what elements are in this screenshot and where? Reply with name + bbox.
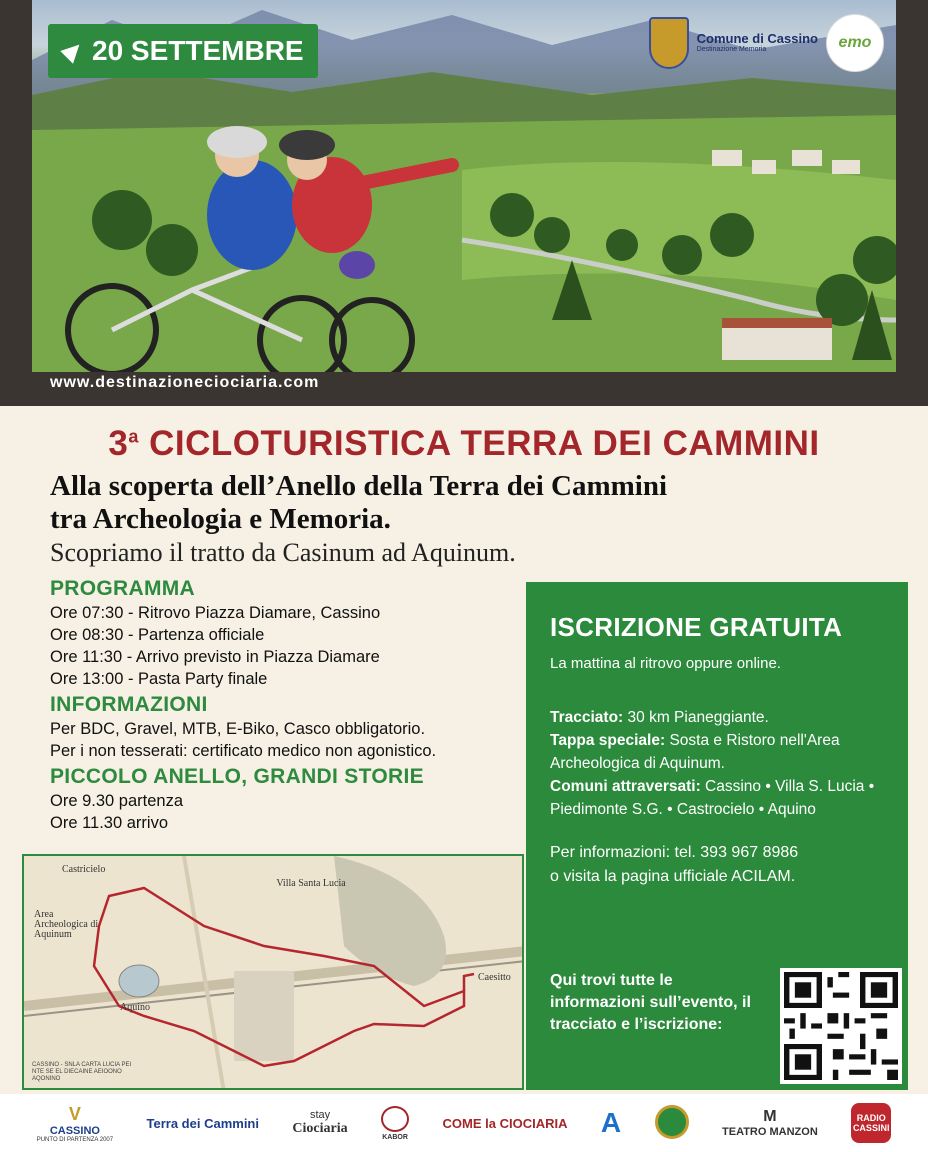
top-logos (649, 14, 884, 72)
contact-phone: Per informazioni: tel. 393 967 8986 (550, 844, 799, 861)
map-label-villa: Villa Santa Lucia (276, 878, 346, 889)
sponsor-radio: RADIO CASSINI (851, 1103, 891, 1143)
navigation-arrow-icon (60, 38, 85, 63)
tagline: Scopriamo il tratto da Casinum ad Aquinum. (50, 538, 516, 567)
sponsor-teatro: M TEATRO MANZON (722, 1108, 818, 1138)
sponsor-a (601, 1107, 621, 1139)
subtitle-line-2: tra Archeologia e Memoria. (50, 503, 391, 535)
qr-code-icon (784, 972, 898, 1080)
informazioni-item: Per i non tesserati: certificato medico non agonistico. (50, 742, 437, 760)
piccolo-item: Ore 9.30 partenza (50, 792, 183, 810)
panel-title: ISCRIZIONE GRATUITA (550, 612, 843, 642)
round-badge-icon (655, 1105, 689, 1139)
programma-heading: PROGRAMMA (50, 577, 196, 600)
map-label-aquino: Aquino (120, 1002, 150, 1013)
title-text: CICLOTURISTICA TERRA DEI CAMMINI (149, 424, 820, 463)
informazioni-item: Per BDC, Gravel, MTB, E-Biko, Casco obbligatorio. (50, 720, 426, 738)
hero-banner (0, 0, 928, 406)
website-link[interactable]: www.destinazioneciociaria.com (50, 374, 320, 391)
a-logo-icon: A (600, 1107, 622, 1138)
sponsor-come: COME la CIOCIARIA (442, 1115, 568, 1131)
registration-panel (526, 582, 908, 1090)
informazioni-heading: INFORMAZIONI (50, 693, 208, 716)
bike-icon (381, 1106, 409, 1132)
route-map (22, 854, 524, 1090)
map-label-caesitto: Caesitto (478, 972, 511, 983)
title-ordinal: 3 (108, 424, 129, 463)
map-note: CASSINO - SNLA CARTA LUCIA PEI NTE SE EL DIECAINE AEIOONO AQONINO (32, 1062, 132, 1082)
sponsor-circle (655, 1105, 689, 1141)
detail-tracciato: Tracciato: 30 km Pianeggiante. (550, 709, 769, 726)
subtitle-line-1: Alla scoperta dell’Anello della Terra dei Cammini (50, 470, 668, 502)
programma-item: Ore 08:30 - Partenza officiale (50, 626, 265, 644)
emo-logo: emo (826, 14, 884, 72)
qr-caption: Qui trovi tutte le informazioni sull’evento, il tracciato e l’iscrizione: (550, 972, 751, 1033)
detail-tappa: Tappa speciale: Sosta e Ristoro nell'Area Archeologica di Aquinum. (550, 732, 840, 772)
subtitle (50, 470, 830, 536)
teatro-mark-icon: M (763, 1108, 777, 1125)
sponsor-terra: Terra dei Cammini (146, 1115, 259, 1131)
date-text: 20 SETTEMBRE (92, 35, 304, 66)
date-badge (48, 24, 318, 78)
sponsor-bar (0, 1094, 928, 1152)
piccolo-heading: PICCOLO ANELLO, GRANDI STORIE (50, 765, 424, 788)
comune-logo (697, 32, 818, 54)
panel-subtitle: La mattina al ritrovo oppure online. (550, 655, 781, 672)
comune-sub: Destinazione Memoria (696, 46, 767, 54)
panel-details (550, 706, 884, 821)
title-ordinal-sup: a (128, 426, 139, 447)
qr-code[interactable] (780, 968, 902, 1084)
contact-page: o visita la pagina ufficiale ACILAM. (550, 868, 796, 885)
program-column (50, 576, 520, 834)
comune-name: Comune di Cassino (696, 31, 818, 46)
sponsor-stay-ciociaria: stay Ciociaria (292, 1109, 348, 1136)
sponsor-cassino: V CASSINO PUNTO DI PARTENZA 2007 (36, 1103, 114, 1143)
detail-comuni: Comuni attraversati: Cassino • Villa S. Lucia • Piedimonte S.G. • Castrocielo • Aquino (550, 778, 875, 818)
map-label-castricielo: Castricielo (62, 864, 106, 875)
cassino-v-icon: V (68, 1103, 81, 1124)
comune-crest-icon (649, 17, 689, 69)
main-title (0, 424, 928, 464)
programma-item: Ore 07:30 - Ritrovo Piazza Diamare, Cassino (50, 604, 381, 622)
piccolo-item: Ore 11.30 arrivo (50, 814, 168, 832)
programma-item: Ore 11:30 - Arrivo previsto in Piazza Diamare (50, 648, 380, 666)
map-label-area: Area Archeologica di Aquinum (34, 909, 99, 940)
route-map-drawing (24, 856, 524, 1090)
programma-item: Ore 13:00 - Pasta Party finale (50, 670, 268, 688)
sponsor-kabor: KABOR (381, 1106, 409, 1141)
contact-info (550, 841, 884, 889)
